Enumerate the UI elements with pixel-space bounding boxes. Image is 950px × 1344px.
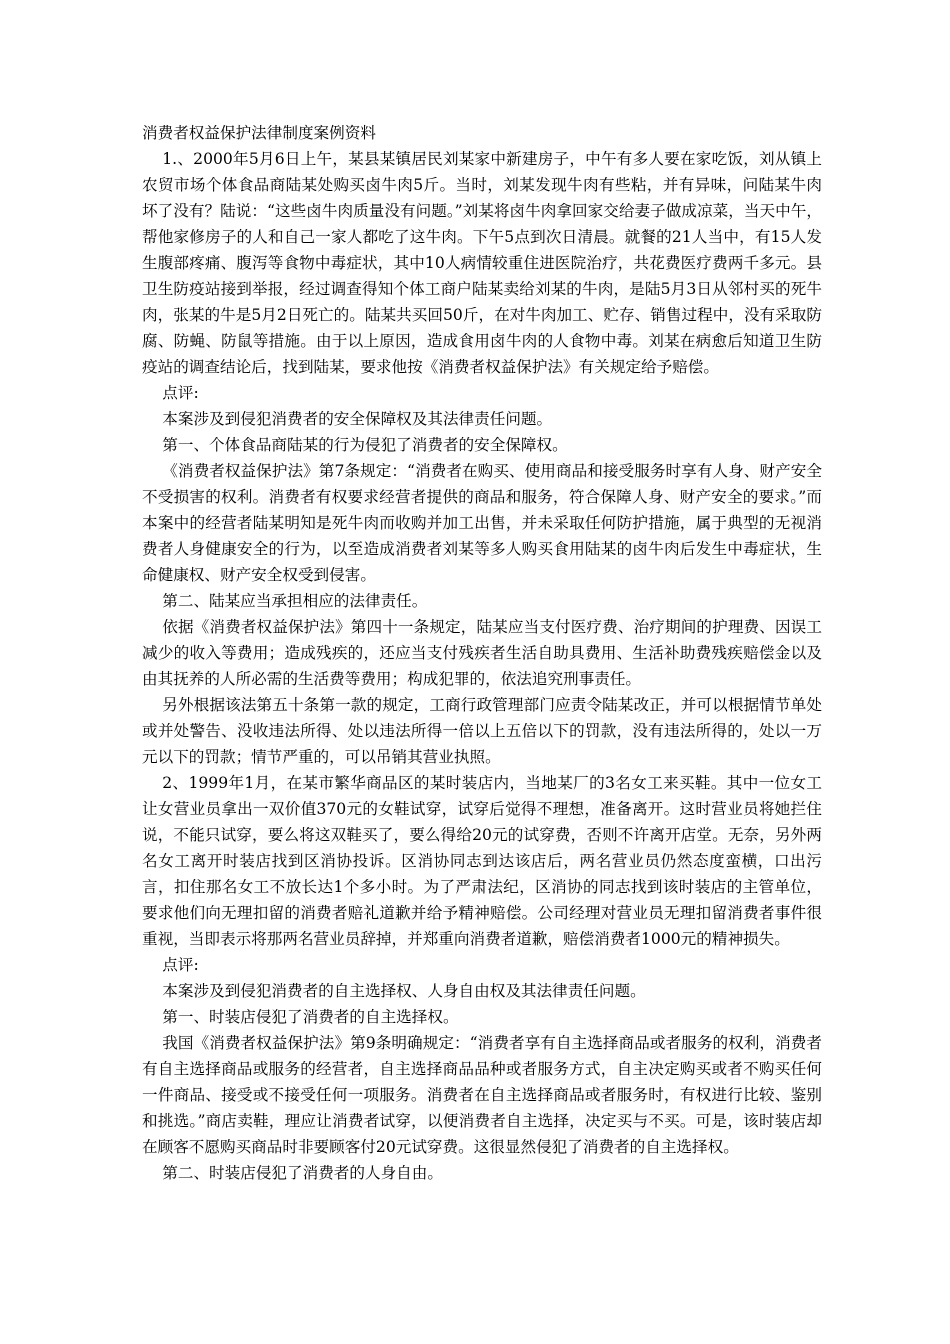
comment-intro: 本案涉及到侵犯消费者的自主选择权、人身自由权及其法律责任问题。	[162, 982, 646, 1000]
document-page	[142, 120, 822, 1186]
document-title: 消费者权益保护法律制度案例资料	[142, 124, 376, 142]
point-two-heading: 第二、时装店侵犯了消费者的人身自由。	[162, 1164, 443, 1182]
comment-intro: 本案涉及到侵犯消费者的安全保障权及其法律责任问题。	[162, 410, 553, 428]
point-one-heading: 第一、时装店侵犯了消费者的自主选择权。	[162, 1008, 459, 1026]
law-article-9-paragraph: 我国《消费者权益保护法》第9条明确规定：“消费者享有自主选择商品或者服务的权利，消费者有自主选择商品或服务的经营者，自主选择商品品种或者服务方式，自主决定购买或者不购买任何一件商品、接受或不接受任何一项服务。消费者在自主选择商品或者服务时，有权进行比较、鉴别和挑选。”商店卖鞋，理应让消费者试穿，以便消费者自主选择，决定买与不买。可是，该时装店却在顾客不愿购买商品时非要顾客付20元试穿费。这很显然侵犯了消费者的自主选择权。	[142, 1034, 822, 1156]
case1-paragraph: 1.、2000年5月6日上午，某县某镇居民刘某家中新建房子，中午有多人要在家吃饭，刘从镇上农贸市场个体食品商陆某处购买卤牛肉5斤。当时，刘某发现牛肉有些粘，并有异味，问陆某牛肉坏了没有？陆说：“这些卤牛肉质量没有问题。”刘某将卤牛肉拿回家交给妻子做成凉菜，当天中午，帮他家修房子的人和自己一家人都吃了这牛肉。下午5点到次日清晨。就餐的21人当中，有15人发生腹部疼痛、腹泻等食物中毒症状，其中10人病情较重住进医院治疗，共花费医疗费两千多元。县卫生防疫站接到举报，经过调查得知个体工商户陆某卖给刘某的牛肉，是陆5月3日从邻村买的死牛肉，张某的牛是5月2日死亡的。陆某共买回50斤，在对牛肉加工、贮存、销售过程中，没有采取防腐、防蝇、防鼠等措施。由于以上原因，造成食用卤牛肉的人食物中毒。刘某在病愈后知道卫生防疫站的调查结论后，找到陆某，要求他按《消费者权益保护法》有关规定给予赔偿。	[142, 150, 822, 376]
comment-label: 点评:	[162, 384, 199, 402]
law-article-41-paragraph: 依据《消费者权益保护法》第四十一条规定，陆某应当支付医疗费、治疗期间的护理费、因误工减少的收入等费用；造成残疾的，还应当支付残疾者生活自助具费用、生活补助费残疾赔偿金以及由其抚养的人所必需的生活费等费用；构成犯罪的，依法追究刑事责任。	[142, 618, 822, 688]
comment-label: 点评:	[162, 956, 199, 974]
point-two-heading: 第二、陆某应当承担相应的法律责任。	[162, 592, 428, 610]
law-article-7-paragraph: 《消费者权益保护法》第7条规定：“消费者在购买、使用商品和接受服务时享有人身、财产安全不受损害的权利。消费者有权要求经营者提供的商品和服务，符合保障人身、财产安全的要求。”而本案中的经营者陆某明知是死牛肉而收购并加工出售，并未采取任何防护措施，属于典型的无视消费者人身健康安全的行为，以至造成消费者刘某等多人购买食用陆某的卤牛肉后发生中毒症状，生命健康权、财产安全权受到侵害。	[142, 462, 822, 584]
case2-paragraph: 2、1999年1月，在某市繁华商品区的某时装店内，当地某厂的3名女工来买鞋。其中一位女工让女营业员拿出一双价值370元的女鞋试穿，试穿后觉得不理想，准备离开。这时营业员将她拦住说，不能只试穿，要么将这双鞋买了，要么得给20元的试穿费，否则不许离开店堂。无奈，另外两名女工离开时装店找到区消协投诉。区消协同志到达该店后，两名营业员仍然态度蛮横，口出污言，扣住那名女工不放长达1个多小时。为了严肃法纪，区消协的同志找到该时装店的主管单位，要求他们向无理扣留的消费者赔礼道歉并给予精神赔偿。公司经理对营业员无理扣留消费者事件很重视，当即表示将那两名营业员辞掉，并郑重向消费者道歉，赔偿消费者1000元的精神损失。	[142, 774, 822, 948]
point-one-heading: 第一、个体食品商陆某的行为侵犯了消费者的安全保障权。	[162, 436, 568, 454]
law-article-50-paragraph: 另外根据该法第五十条第一款的规定，工商行政管理部门应责令陆某改正，并可以根据情节单处或并处警告、没收违法所得、处以违法所得一倍以上五倍以下的罚款，没有违法所得的，处以一万元以下的罚款；情节严重的，可以吊销其营业执照。	[142, 696, 822, 766]
